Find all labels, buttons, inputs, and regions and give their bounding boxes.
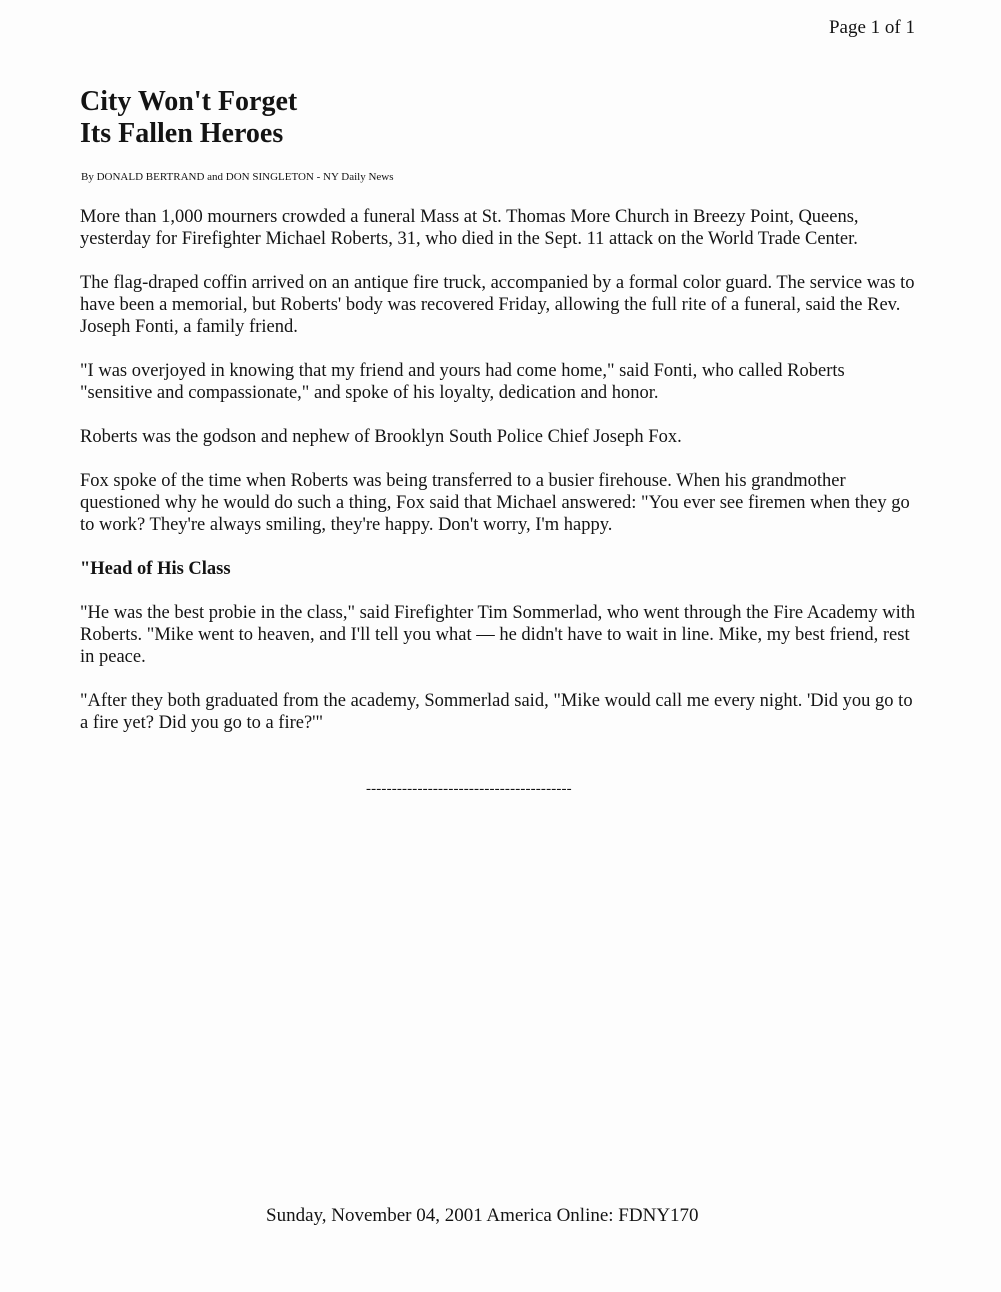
article-body [80, 206, 918, 756]
paragraph: "He was the best probie in the class," said Firefighter Tim Sommerlad, who went through the Fire Academy with Roberts. "Mike went to heaven, and I'll tell you what — he didn't have to wait in line. Mike, my best friend, rest in peace. [80, 603, 916, 667]
separator-line: ---------------------------------------- [366, 781, 572, 797]
subheading: "Head of His Class [80, 559, 231, 579]
paragraph: "I was overjoyed in knowing that my friend and yours had come home," said Fonti, who called Roberts "sensitive and compassionate," and spoke of his loyalty, dedication and honor. [80, 361, 845, 403]
headline-line-1: City Won't Forget [80, 86, 298, 117]
paragraph: More than 1,000 mourners crowded a funeral Mass at St. Thomas More Church in Breezy Point, Queens, yesterday for Firefighter Michael Roberts, 31, who died in the Sept. 11 attack on the World Trade Center. [80, 207, 859, 249]
footer-date-source: Sunday, November 04, 2001 America Online: FDNY170 [266, 1205, 699, 1226]
page-number: Page 1 of 1 [828, 17, 915, 38]
paragraph: Roberts was the godson and nephew of Brooklyn South Police Chief Joseph Fox. [80, 427, 682, 447]
paragraph: "After they both graduated from the academy, Sommerlad said, "Mike would call me every night. 'Did you go to a fire yet? Did you go to a fire?'" [80, 691, 913, 733]
headline [80, 86, 297, 150]
headline-line-2: Its Fallen Heroes [80, 118, 284, 149]
byline: By DONALD BERTRAND and DON SINGLETON - NY Daily News [81, 171, 394, 183]
paragraph: The flag-draped coffin arrived on an antique fire truck, accompanied by a formal color guard. The service was to have been a memorial, but Roberts' body was recovered Friday, allowing the full rite of a funeral, said the Rev. Joseph Fonti, a family friend. [80, 273, 915, 337]
paragraph: Fox spoke of the time when Roberts was being transferred to a busier firehouse. When his grandmother questioned why he would do such a thing, Fox said that Michael answered: "You ever see firemen when they go to work? They're always smiling, they're happy. Don't worry, I'm happy. [80, 471, 910, 535]
